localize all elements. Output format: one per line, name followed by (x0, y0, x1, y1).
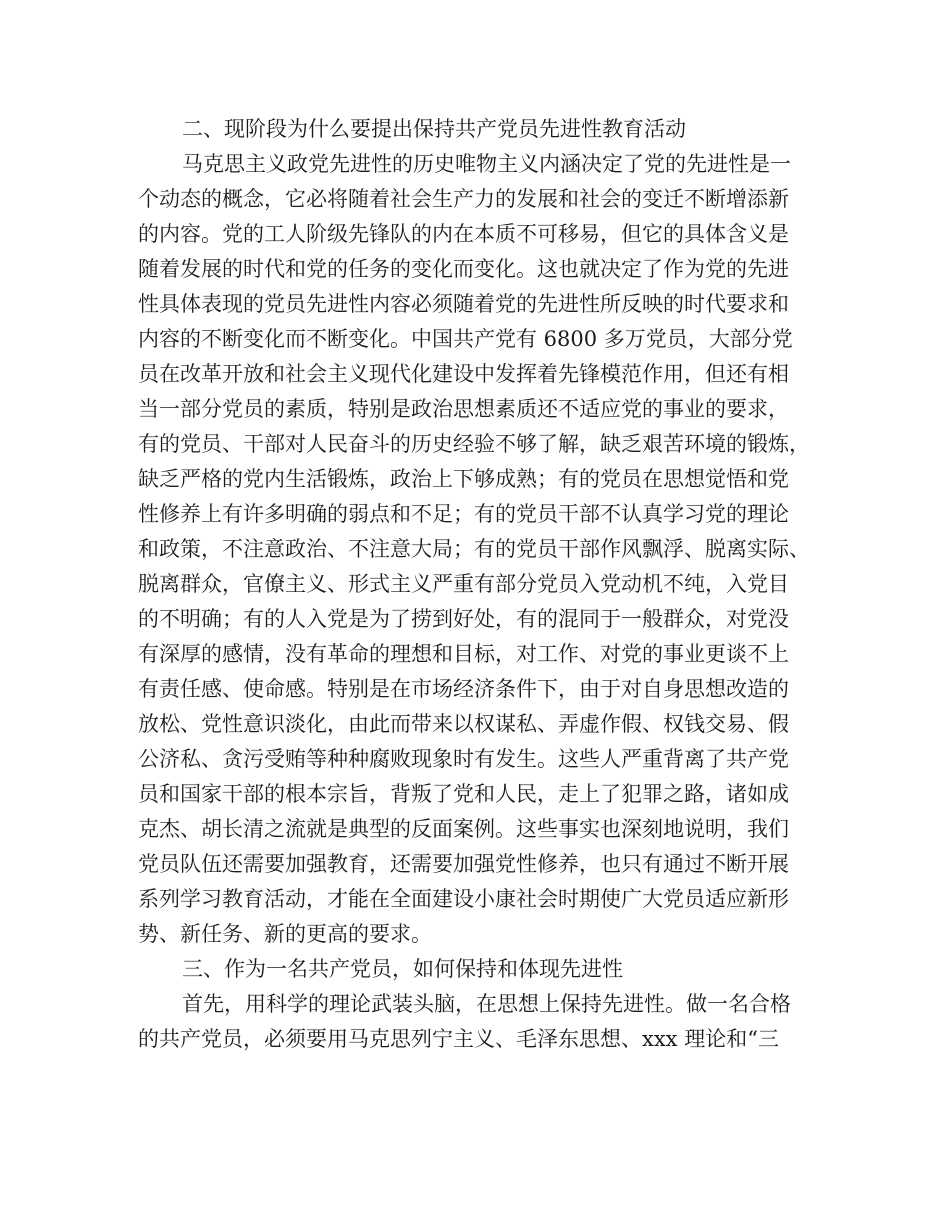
paragraph-line: 性修养上有许多明确的弱点和不足；有的党员干部不认真学习党的理论 (138, 502, 789, 526)
paragraph-line: 的不明确；有的人入党是为了捞到好处，有的混同于一般群众，对党没 (138, 607, 789, 631)
paragraph-line: 势、新任务、新的更高的要求。 (138, 922, 432, 946)
paragraph-line: 缺乏严格的党内生活锻炼，政治上下够成熟；有的党员在思想觉悟和党 (138, 467, 789, 491)
paragraph-line: 个动态的概念，它必将随着社会生产力的发展和社会的变迁不断增添新 (138, 187, 789, 211)
paragraph-line: 有的党员、干部对人民奋斗的历史经验不够了解，缺乏艰苦环境的锻炼， (138, 432, 810, 456)
body-text (138, 112, 828, 1057)
paragraph-line: 首先，用科学的理论武装头脑，在思想上保持先进性。做一名合格 (182, 992, 791, 1016)
paragraph-line: 当一部分党员的素质，特别是政治思想素质还不适应党的事业的要求， (138, 397, 789, 421)
paragraph-line: 随着发展的时代和党的任务的变化而变化。这也就决定了作为党的先进 (138, 257, 789, 281)
paragraph-line: 和政策，不注意政治、不注意大局；有的党员干部作风飘浮、脱离实际、 (138, 537, 810, 561)
paragraph-line: 内容的不断变化而不断变化。中国共产党有 6800 多万党员，大部分党 (138, 327, 793, 351)
paragraph-line: 马克思主义政党先进性的历史唯物主义内涵决定了党的先进性是一 (182, 152, 791, 176)
paragraph-line: 放松、党性意识淡化，由此而带来以权谋私、弄虚作假、权钱交易、假 (138, 712, 789, 736)
paragraph-line: 克杰、胡长清之流就是典型的反面案例。这些事实也深刻地说明，我们 (138, 817, 789, 841)
paragraph-line: 员在改革开放和社会主义现代化建设中发挥着先锋模范作用，但还有相 (138, 362, 789, 386)
paragraph-line: 党员队伍还需要加强教育，还需要加强党性修养，也只有通过不断开展 (138, 852, 789, 876)
paragraph-line: 员和国家干部的根本宗旨，背叛了党和人民，走上了犯罪之路，诸如成 (138, 782, 789, 806)
paragraph-line: 的共产党员，必须要用马克思列宁主义、毛泽东思想、xxx 理论和“三 (138, 1027, 779, 1051)
section-heading-2: 二、现阶段为什么要提出保持共产党员先进性教育活动 (182, 117, 686, 141)
paragraph-line: 有责任感、使命感。特别是在市场经济条件下，由于对自身思想改造的 (138, 677, 789, 701)
paragraph-line: 性具体表现的党员先进性内容必须随着党的先进性所反映的时代要求和 (138, 292, 789, 316)
paragraph-line: 有深厚的感情，没有革命的理想和目标，对工作、对党的事业更谈不上 (138, 642, 789, 666)
paragraph-line: 公济私、贪污受贿等种种腐败现象时有发生。这些人严重背离了共产党 (138, 747, 789, 771)
paragraph-line: 脱离群众，官僚主义、形式主义严重有部分党员入党动机不纯，入党目 (138, 572, 789, 596)
paragraph-line: 系列学习教育活动，才能在全面建设小康社会时期使广大党员适应新形 (138, 887, 789, 911)
paragraph-line: 的内容。党的工人阶级先锋队的内在本质不可移易，但它的具体含义是 (138, 222, 789, 246)
section-heading-3: 三、作为一名共产党员，如何保持和体现先进性 (182, 957, 623, 981)
